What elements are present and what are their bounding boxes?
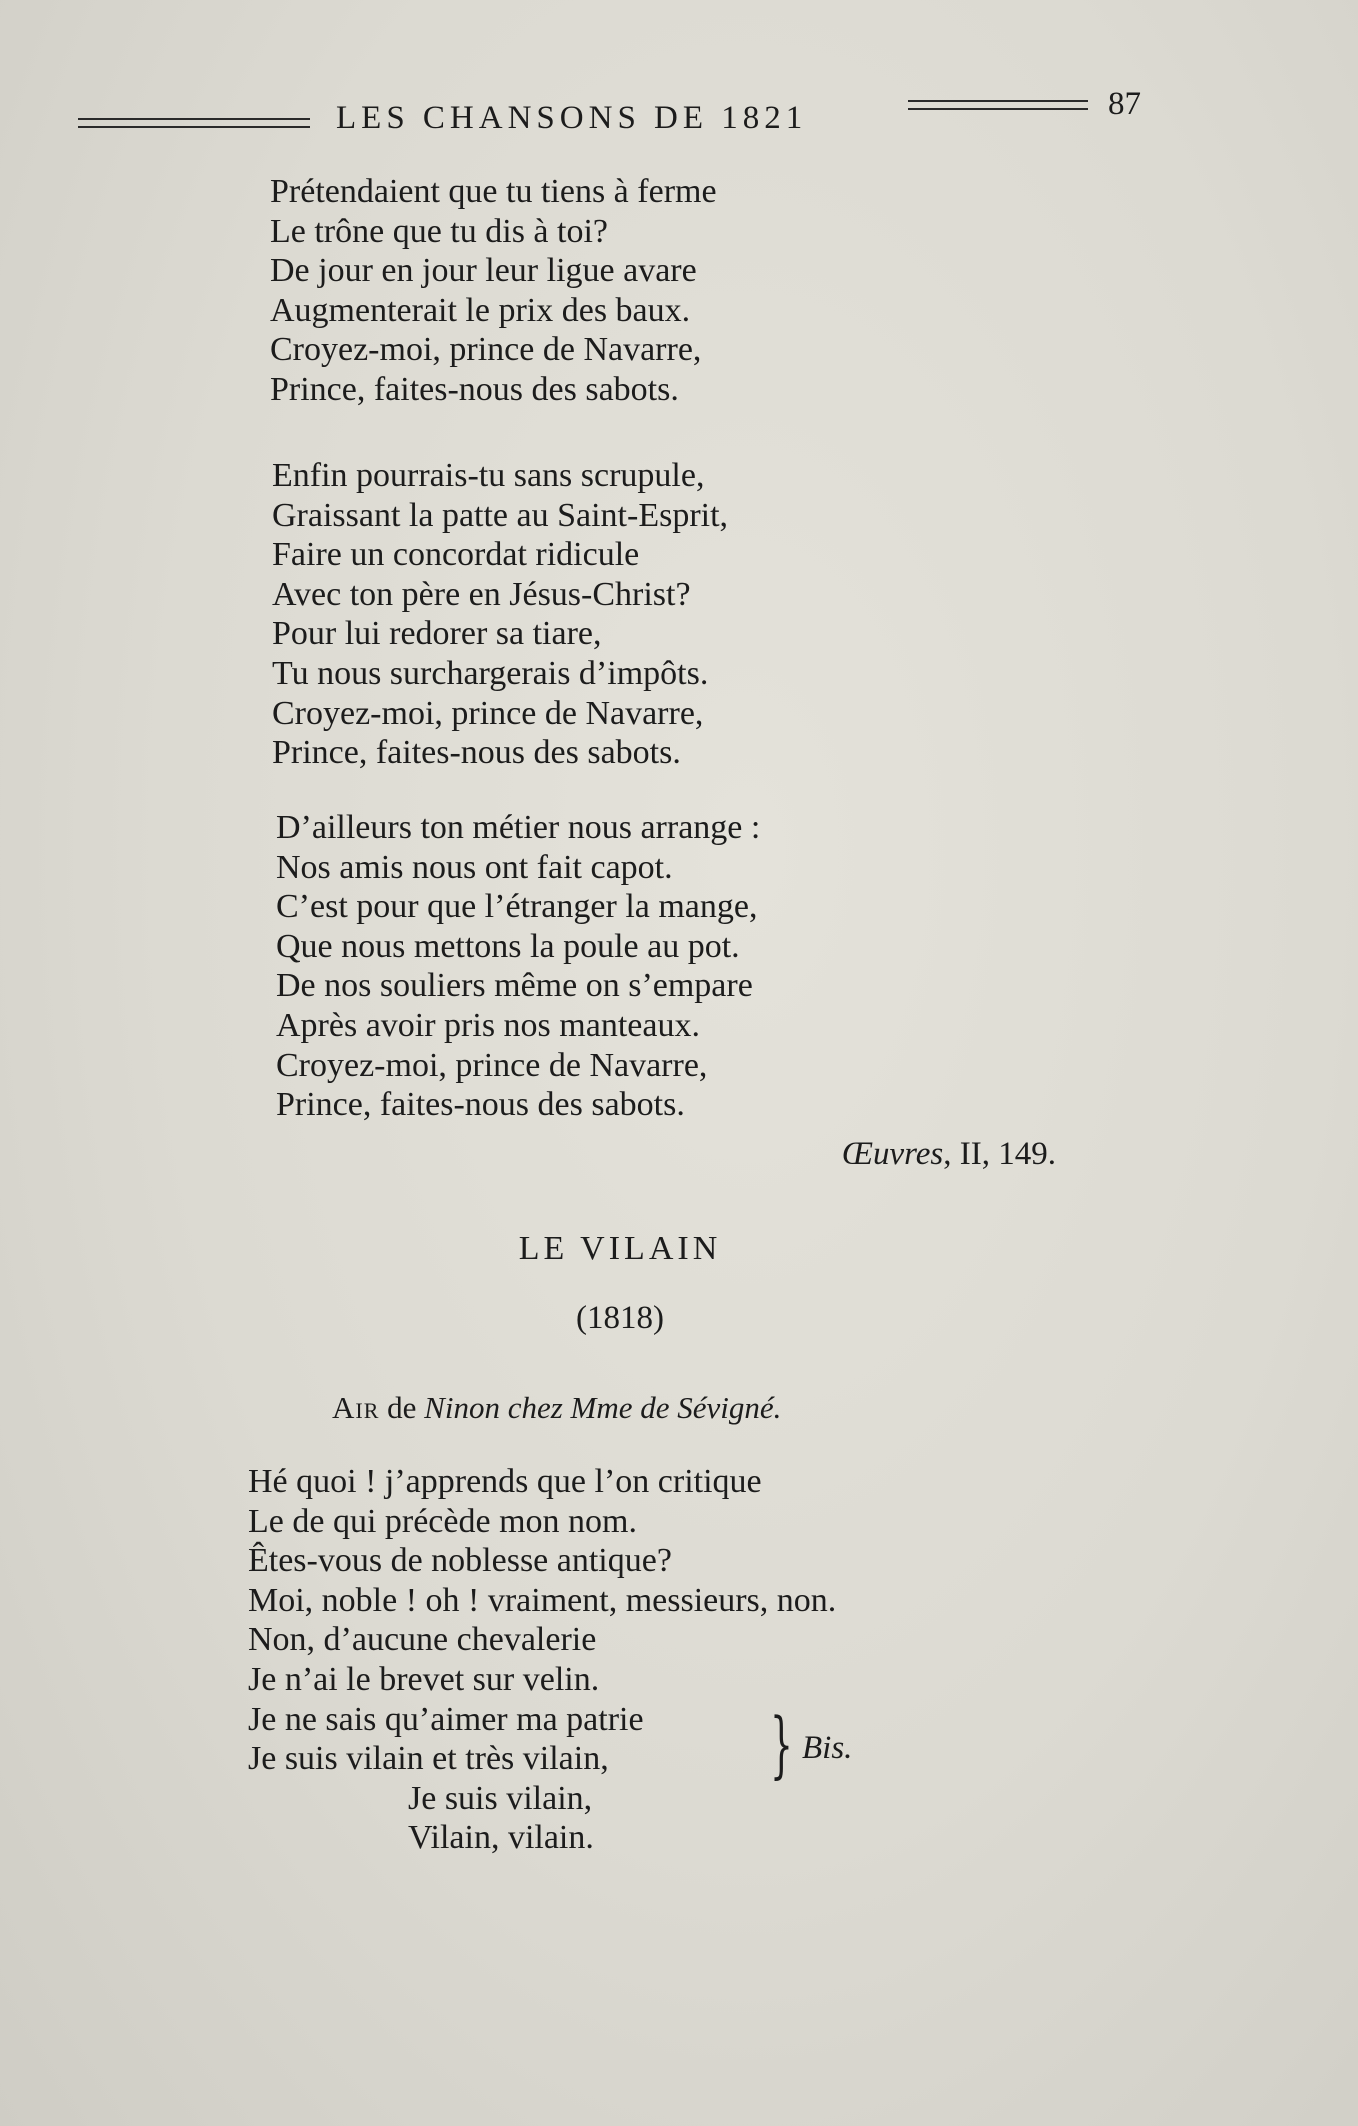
verse-line: Après avoir pris nos manteaux. [276,1006,700,1044]
verse-line: Je suis vilain et très vilain, [248,1740,609,1778]
verse-line: Augmenterait le prix des baux. [270,291,691,329]
stanza-3 [276,808,760,1125]
verse-line: Hé quoi ! j’apprends que l’on critique [248,1463,762,1500]
verse-line: Que nous mettons la poule au pot. [276,927,740,965]
page-header [78,82,1158,136]
bis-mark: Bis. [802,1730,853,1766]
source-reference: , II, 149. [943,1136,1056,1172]
verse-line: Croyez-moi, prince de Navarre, [276,1046,708,1084]
verse-line: Prétendaient que tu tiens à ferme [270,173,717,210]
air-label: Air [332,1390,380,1425]
verse-line: De jour en jour leur ligue avare [270,252,697,290]
verse-line: Pour lui redorer sa tiare, [272,615,602,653]
running-title: LES CHANSONS DE 1821 [336,100,808,136]
verse-line: Êtes-vous de noblesse antique? [248,1542,672,1580]
header-rule-right [908,100,1088,110]
verse-line: Enfin pourrais-tu sans scrupule, [272,457,705,494]
stanza-1 [270,172,717,410]
poem-year: (1818) [576,1300,664,1336]
verse-line: Croyez-moi, prince de Navarre, [270,331,702,369]
verse-line: Avec ton père en Jésus-Christ? [272,575,691,613]
verse-line: De nos souliers même on s’empare [276,967,753,1005]
stanza-4 [248,1462,836,1858]
source-citation [842,1136,1056,1173]
air-line [332,1390,781,1426]
verse-line: Prince, faites-nous des sabots. [270,370,679,408]
verse-line: D’ailleurs ton métier nous arrange : [276,809,761,846]
poem-title: LE VILAIN [518,1230,722,1267]
verse-line: Le trône que tu dis à toi? [270,212,609,250]
verse-line: C’est pour que l’étranger la mange, [276,888,758,926]
verse-line: Non, d’aucune chevalerie [248,1621,597,1659]
header-rule-left [78,118,310,128]
verse-line: Prince, faites-nous des sabots. [276,1086,685,1124]
verse-line: Je ne sais qu’aimer ma patrie [248,1700,644,1738]
verse-line: Nos amis nous ont fait capot. [276,848,673,886]
verse-line: Je suis vilain, [408,1779,593,1817]
verse-line: Moi, noble ! oh ! vraiment, messieurs, non. [248,1581,837,1619]
verse-line: Tu nous surchargerais d’impôts. [272,654,709,692]
verse-line: Vilain, vilain. [408,1819,594,1857]
verse-line: Graissant la patte au Saint-Esprit, [272,496,729,534]
air-de: de [379,1390,425,1425]
verse-line: Je n’ai le brevet sur velin. [248,1660,600,1698]
stanza-2 [272,456,728,773]
verse-line: Prince, faites-nous des sabots. [272,734,681,772]
verse-line: Le de qui précède mon nom. [248,1502,637,1540]
verse-line: Croyez-moi, prince de Navarre, [272,694,704,732]
page-number: 87 [1108,86,1141,122]
verse-line: Faire un concordat ridicule [272,536,640,574]
air-title: Ninon chez Mme de Sévigné. [424,1390,782,1425]
brace-icon: } [770,1702,793,1786]
source-work: Œuvres [841,1136,944,1172]
